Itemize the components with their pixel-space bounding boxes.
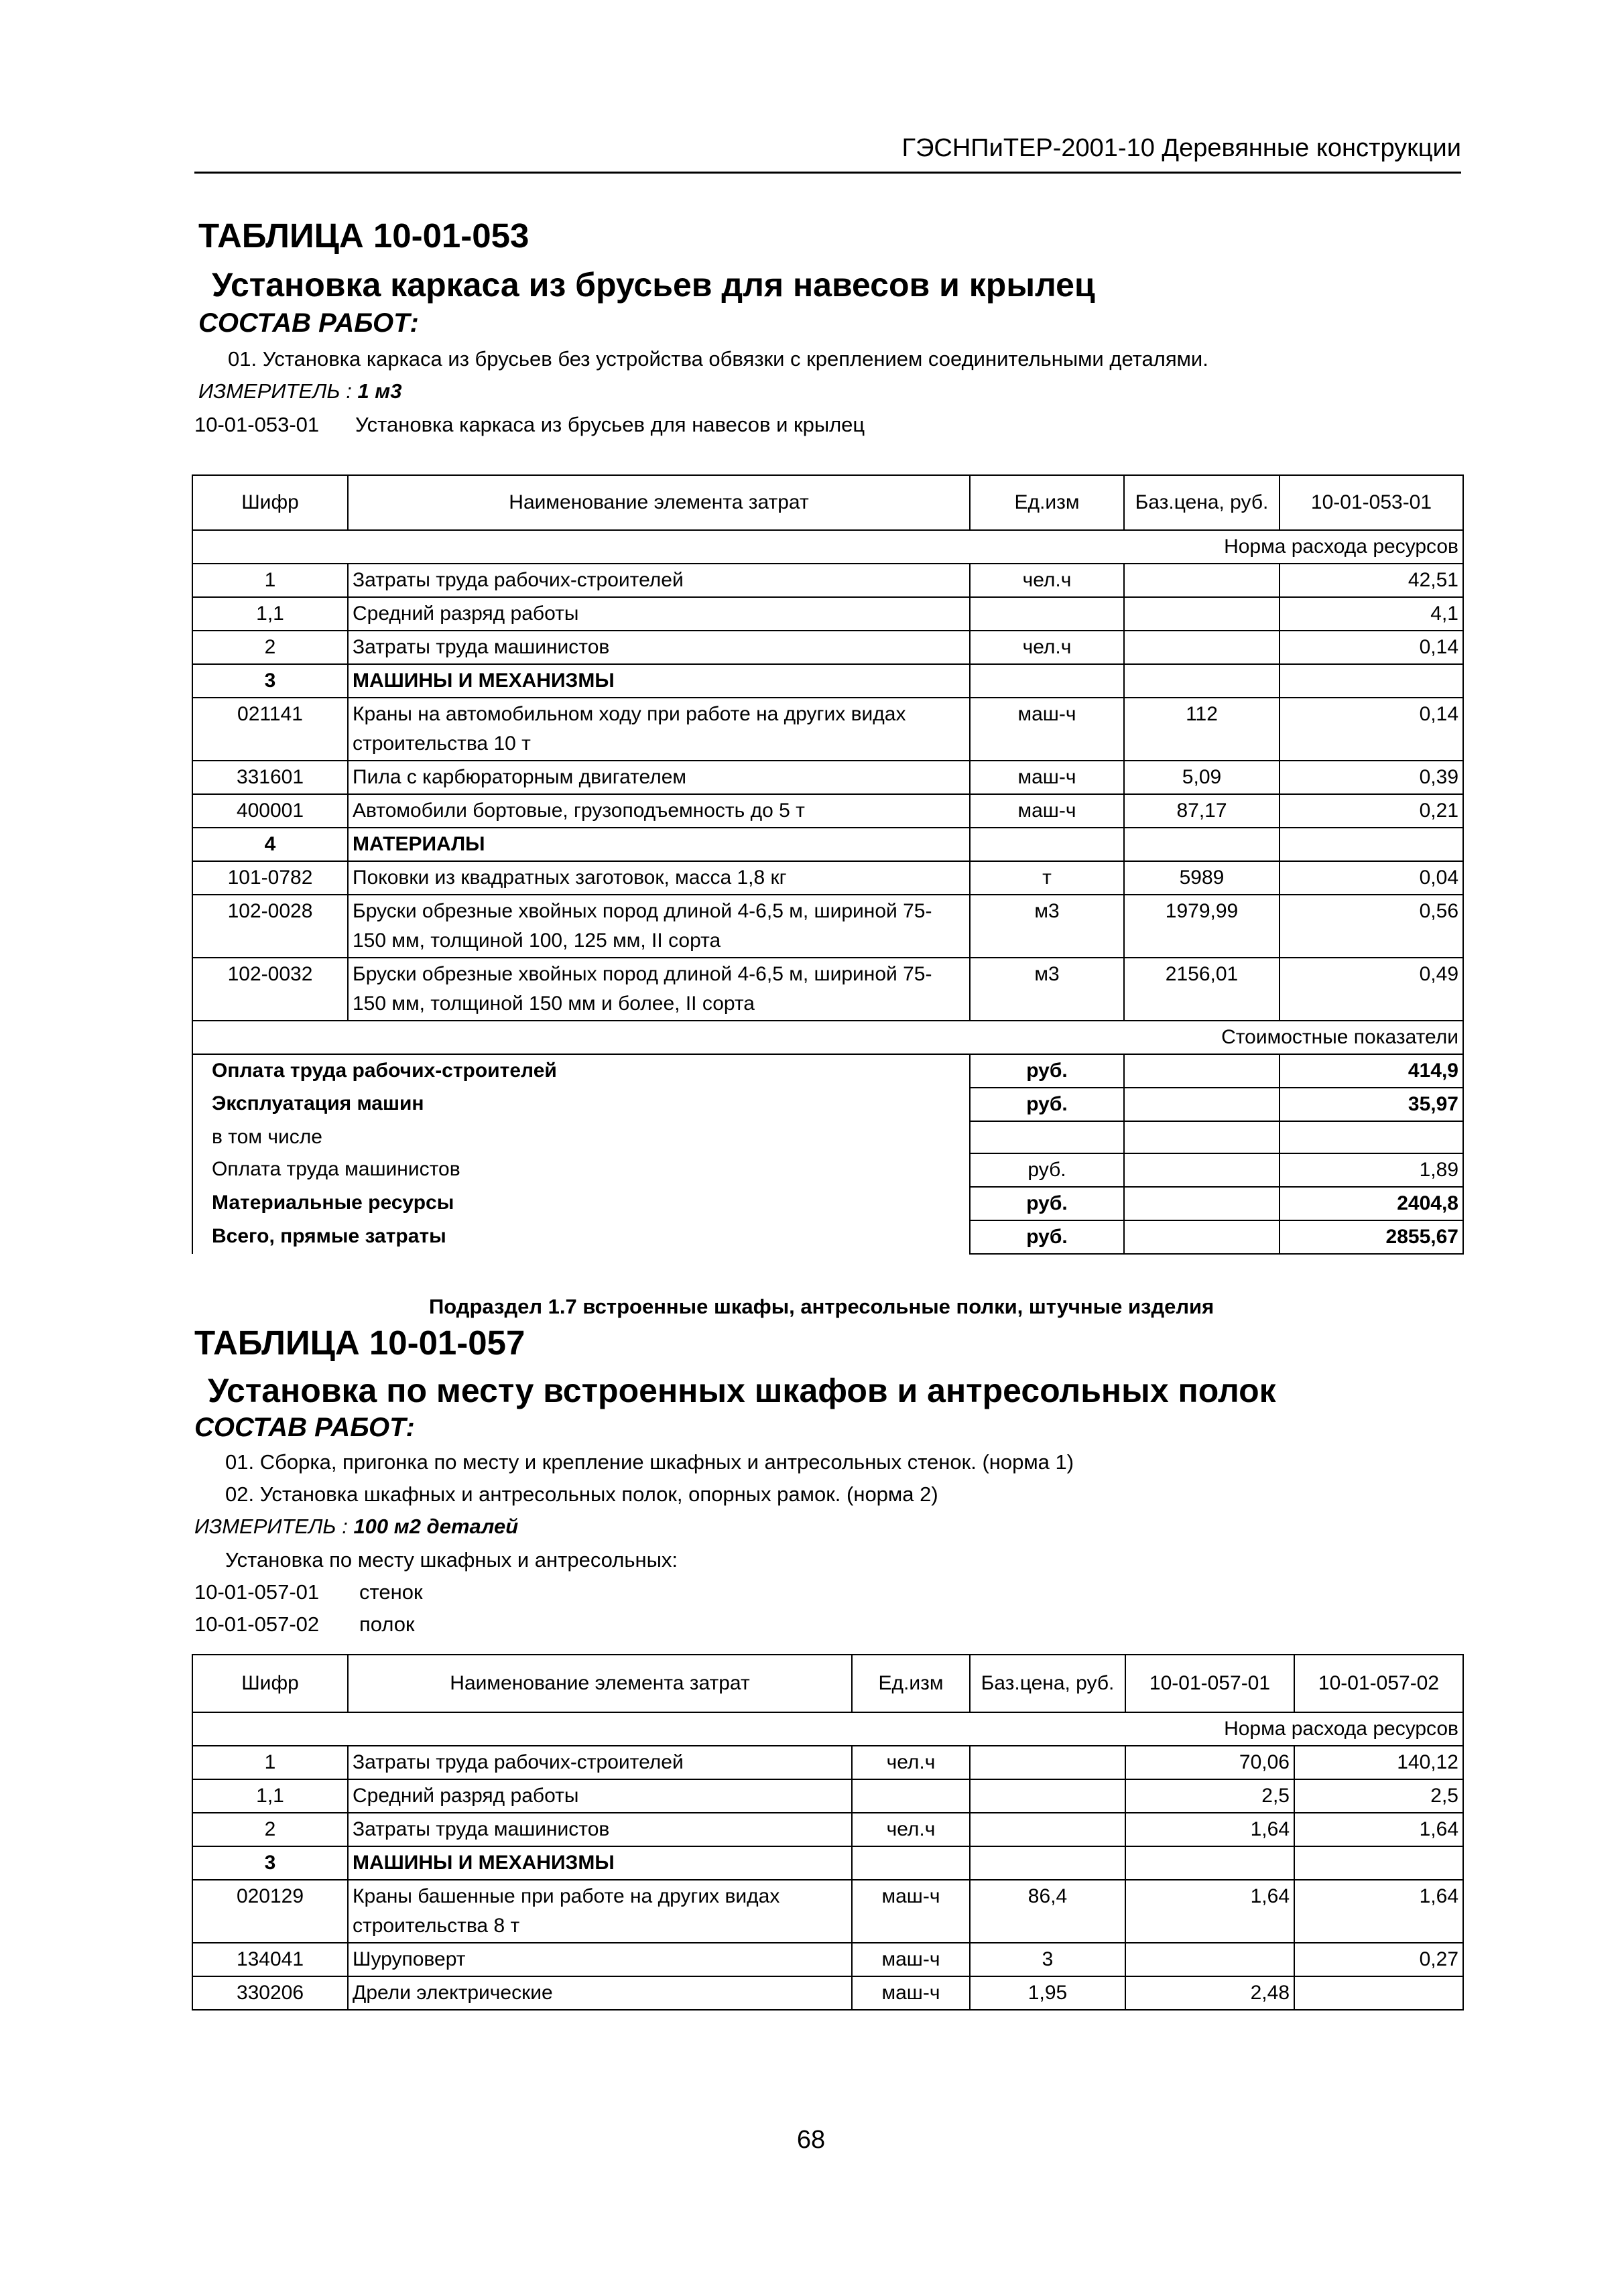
cost-row — [192, 1088, 1463, 1121]
cell-shifr: 400001 — [192, 794, 348, 828]
table-10-01-057 — [192, 1654, 1464, 2011]
cell-price: 5,09 — [1124, 761, 1280, 794]
cell-value-1: 0,21 — [1280, 794, 1463, 828]
cell-value-1: 0,49 — [1280, 958, 1463, 1021]
cost-name: Эксплуатация машин — [192, 1088, 970, 1121]
cost-row — [192, 1153, 1463, 1187]
cell-value-1: 0,04 — [1280, 861, 1463, 895]
t2-work-1: 01. Сборка, пригонка по месту и крепление шкафных и антресольных стенок. (норма 1) — [225, 1450, 1074, 1474]
subsection-title: Подраздел 1.7 встроенные шкафы, антресольные полки, штучные изделия — [429, 1295, 1214, 1318]
cell-value-2: 1,64 — [1294, 1813, 1463, 1846]
cell-value-2: 2,5 — [1294, 1779, 1463, 1813]
table-row — [192, 698, 1463, 761]
cost-value-1: 2404,8 — [1280, 1187, 1463, 1220]
table-row — [192, 1846, 1463, 1880]
table-row — [192, 664, 1463, 698]
cell-unit: м3 — [970, 958, 1124, 1021]
cost-name: Материальные ресурсы — [192, 1187, 970, 1220]
cell-unit — [852, 1779, 970, 1813]
cost-price — [1124, 1088, 1280, 1121]
cost-name: Оплата труда рабочих-строителей — [192, 1054, 970, 1088]
cell-unit: маш-ч — [970, 698, 1124, 761]
table-row — [192, 1976, 1463, 2010]
cell-unit: маш-ч — [852, 1880, 970, 1943]
cell-shifr: 102-0028 — [192, 895, 348, 958]
t1-title: ТАБЛИЦА 10-01-053 — [198, 216, 529, 255]
t2-measure: ИЗМЕРИТЕЛЬ : 100 м2 деталей — [194, 1515, 519, 1538]
cell-shifr: 330206 — [192, 1976, 348, 2010]
cost-price — [1124, 1054, 1280, 1088]
cost-unit: руб. — [970, 1054, 1124, 1088]
table-row — [192, 761, 1463, 794]
cell-unit — [970, 828, 1124, 861]
cost-row — [192, 1187, 1463, 1220]
cell-unit: маш-ч — [970, 761, 1124, 794]
cost-unit — [970, 1121, 1124, 1153]
t2-head-unit: Ед.изм — [852, 1655, 970, 1712]
t1-norm-label: Норма расхода ресурсов — [192, 530, 1463, 564]
cost-row — [192, 1054, 1463, 1088]
cell-value-1: 1,64 — [1125, 1880, 1294, 1943]
cell-name: Поковки из квадратных заготовок, масса 1,8 кг — [348, 861, 970, 895]
cell-price — [1124, 664, 1280, 698]
cell-value-1: 2,5 — [1125, 1779, 1294, 1813]
table-row — [192, 861, 1463, 895]
cell-shifr: 3 — [192, 1846, 348, 1880]
table-row — [192, 631, 1463, 664]
cell-price — [1124, 597, 1280, 631]
t1-head-name: Наименование элемента затрат — [348, 475, 970, 530]
cell-name: Затраты труда машинистов — [348, 631, 970, 664]
t2-work-2: 02. Установка шкафных и антресольных полок, опорных рамок. (норма 2) — [225, 1482, 938, 1506]
t1-head-unit: Ед.изм — [970, 475, 1124, 530]
cell-shifr: 1 — [192, 564, 348, 597]
cell-price — [970, 1846, 1125, 1880]
cell-value-1: 2,48 — [1125, 1976, 1294, 2010]
cell-unit — [970, 664, 1124, 698]
cell-name: Средний разряд работы — [348, 597, 970, 631]
cell-value-1: 0,14 — [1280, 631, 1463, 664]
cost-name: в том числе — [192, 1121, 970, 1153]
t2-intro: Установка по месту шкафных и антресольных: — [225, 1548, 678, 1572]
cell-name: Средний разряд работы — [348, 1779, 852, 1813]
running-header: ГЭСНПиТЕР-2001-10 Деревянные конструкции — [901, 134, 1461, 162]
cell-value-1 — [1280, 828, 1463, 861]
t1-work-1: 01. Установка каркаса из брусьев без устройства обвязки с креплением соединительными деталями. — [228, 347, 1208, 371]
t1-code-desc: Установка каркаса из брусьев для навесов и крылец — [355, 413, 865, 436]
t2-code-2: 10-01-057-02 — [194, 1612, 320, 1636]
t2-subtitle: Установка по месту встроенных шкафов и антресольных полок — [208, 1372, 1276, 1409]
cell-value-2 — [1294, 1976, 1463, 2010]
cell-name: Пила с карбюраторным двигателем — [348, 761, 970, 794]
t1-head-shifr: Шифр — [192, 475, 348, 530]
cell-name: Краны на автомобильном ходу при работе на других видах строительства 10 т — [348, 698, 970, 761]
t2-head-name: Наименование элемента затрат — [348, 1655, 852, 1712]
cell-name: Затраты труда машинистов — [348, 1813, 852, 1846]
cell-value-1 — [1280, 664, 1463, 698]
t1-head-price: Баз.цена, руб. — [1124, 475, 1280, 530]
cell-value-2: 140,12 — [1294, 1746, 1463, 1779]
cell-name: Дрели электрические — [348, 1976, 852, 2010]
t1-head-col1: 10-01-053-01 — [1280, 475, 1463, 530]
table-row — [192, 828, 1463, 861]
t2-head-col2: 10-01-057-02 — [1294, 1655, 1463, 1712]
cell-name: Затраты труда рабочих-строителей — [348, 1746, 852, 1779]
cost-value-1: 2855,67 — [1280, 1220, 1463, 1254]
cell-value-1: 0,39 — [1280, 761, 1463, 794]
t1-cost-label: Стоимостные показатели — [192, 1021, 1463, 1054]
cost-value-1: 1,89 — [1280, 1153, 1463, 1187]
cell-unit: маш-ч — [852, 1943, 970, 1976]
cost-name: Всего, прямые затраты — [192, 1220, 970, 1254]
cell-name: МАТЕРИАЛЫ — [348, 828, 970, 861]
t2-code-1-desc: стенок — [359, 1580, 423, 1604]
cell-shifr: 1,1 — [192, 1779, 348, 1813]
cell-shifr: 4 — [192, 828, 348, 861]
t2-norm-label: Норма расхода ресурсов — [192, 1712, 1463, 1746]
cell-unit — [852, 1846, 970, 1880]
table-row — [192, 1779, 1463, 1813]
cell-price — [970, 1813, 1125, 1846]
cell-value-2: 0,27 — [1294, 1943, 1463, 1976]
cell-value-1: 42,51 — [1280, 564, 1463, 597]
cell-price: 5989 — [1124, 861, 1280, 895]
cell-unit: чел.ч — [852, 1746, 970, 1779]
cell-shifr: 2 — [192, 1813, 348, 1846]
cost-value-1 — [1280, 1121, 1463, 1153]
cell-price — [970, 1746, 1125, 1779]
cost-unit: руб. — [970, 1220, 1124, 1254]
cell-unit — [970, 597, 1124, 631]
cell-shifr: 101-0782 — [192, 861, 348, 895]
cell-price: 1,95 — [970, 1976, 1125, 2010]
table-row — [192, 1813, 1463, 1846]
table-row — [192, 564, 1463, 597]
cell-unit: маш-ч — [852, 1976, 970, 2010]
cell-value-1: 0,56 — [1280, 895, 1463, 958]
t1-subtitle: Установка каркаса из брусьев для навесов и крылец — [212, 266, 1095, 304]
cell-shifr: 3 — [192, 664, 348, 698]
cell-name: Краны башенные при работе на других видах строительства 8 т — [348, 1880, 852, 1943]
table-row — [192, 597, 1463, 631]
table-row — [192, 794, 1463, 828]
t2-head-price: Баз.цена, руб. — [970, 1655, 1125, 1712]
table-row — [192, 958, 1463, 1021]
cell-shifr: 134041 — [192, 1943, 348, 1976]
t2-title: ТАБЛИЦА 10-01-057 — [194, 1324, 525, 1362]
cell-name: Автомобили бортовые, грузоподъемность до 5 т — [348, 794, 970, 828]
cell-name: Бруски обрезные хвойных пород длиной 4-6,5 м, шириной 75-150 мм, толщиной 150 мм и более, II сорта — [348, 958, 970, 1021]
cell-unit: м3 — [970, 895, 1124, 958]
cell-value-1 — [1125, 1943, 1294, 1976]
cell-price: 1979,99 — [1124, 895, 1280, 958]
cost-unit: руб. — [970, 1088, 1124, 1121]
cell-price: 112 — [1124, 698, 1280, 761]
cell-shifr: 331601 — [192, 761, 348, 794]
cell-unit: чел.ч — [852, 1813, 970, 1846]
cell-price — [1124, 631, 1280, 664]
t1-code: 10-01-053-01 — [194, 413, 320, 436]
cell-price: 2156,01 — [1124, 958, 1280, 1021]
cell-value-1: 4,1 — [1280, 597, 1463, 631]
cell-value-1: 1,64 — [1125, 1813, 1294, 1846]
table-row — [192, 1943, 1463, 1976]
header-rule — [194, 172, 1461, 174]
cost-row — [192, 1121, 1463, 1153]
cell-price — [970, 1779, 1125, 1813]
cell-price: 3 — [970, 1943, 1125, 1976]
cell-value-1 — [1125, 1846, 1294, 1880]
cell-shifr: 1 — [192, 1746, 348, 1779]
cell-shifr: 1,1 — [192, 597, 348, 631]
page-number: 68 — [796, 2126, 826, 2154]
cost-price — [1124, 1220, 1280, 1254]
cell-shifr: 102-0032 — [192, 958, 348, 1021]
cost-name: Оплата труда машинистов — [192, 1153, 970, 1187]
t2-head-col1: 10-01-057-01 — [1125, 1655, 1294, 1712]
cell-name: Затраты труда рабочих-строителей — [348, 564, 970, 597]
cell-shifr: 021141 — [192, 698, 348, 761]
cost-price — [1124, 1153, 1280, 1187]
cell-price — [1124, 564, 1280, 597]
cell-price — [1124, 828, 1280, 861]
cost-unit: руб. — [970, 1153, 1124, 1187]
cell-value-2: 1,64 — [1294, 1880, 1463, 1943]
cell-unit: маш-ч — [970, 794, 1124, 828]
t2-code-1: 10-01-057-01 — [194, 1580, 320, 1604]
cost-value-1: 35,97 — [1280, 1088, 1463, 1121]
cell-name: Шуруповерт — [348, 1943, 852, 1976]
table-row — [192, 895, 1463, 958]
cell-price: 87,17 — [1124, 794, 1280, 828]
t2-sostav: СОСТАВ РАБОТ: — [194, 1413, 415, 1442]
cost-value-1: 414,9 — [1280, 1054, 1463, 1088]
t2-code-2-desc: полок — [359, 1612, 415, 1636]
cell-unit: чел.ч — [970, 631, 1124, 664]
cell-unit: чел.ч — [970, 564, 1124, 597]
table-10-01-053 — [192, 474, 1464, 1255]
cell-unit: т — [970, 861, 1124, 895]
cell-name: МАШИНЫ И МЕХАНИЗМЫ — [348, 664, 970, 698]
cost-unit: руб. — [970, 1187, 1124, 1220]
cell-name: МАШИНЫ И МЕХАНИЗМЫ — [348, 1846, 852, 1880]
cell-value-1: 70,06 — [1125, 1746, 1294, 1779]
cell-value-2 — [1294, 1846, 1463, 1880]
t1-sostav: СОСТАВ РАБОТ: — [198, 308, 419, 338]
cell-shifr: 020129 — [192, 1880, 348, 1943]
table-row — [192, 1880, 1463, 1943]
t2-head-shifr: Шифр — [192, 1655, 348, 1712]
cost-row — [192, 1220, 1463, 1254]
cost-price — [1124, 1187, 1280, 1220]
cell-value-1: 0,14 — [1280, 698, 1463, 761]
cell-name: Бруски обрезные хвойных пород длиной 4-6,5 м, шириной 75-150 мм, толщиной 100, 125 мм, II сорта — [348, 895, 970, 958]
cell-shifr: 2 — [192, 631, 348, 664]
table-row — [192, 1746, 1463, 1779]
cell-price: 86,4 — [970, 1880, 1125, 1943]
cost-price — [1124, 1121, 1280, 1153]
t1-measure: ИЗМЕРИТЕЛЬ : 1 м3 — [198, 379, 402, 403]
